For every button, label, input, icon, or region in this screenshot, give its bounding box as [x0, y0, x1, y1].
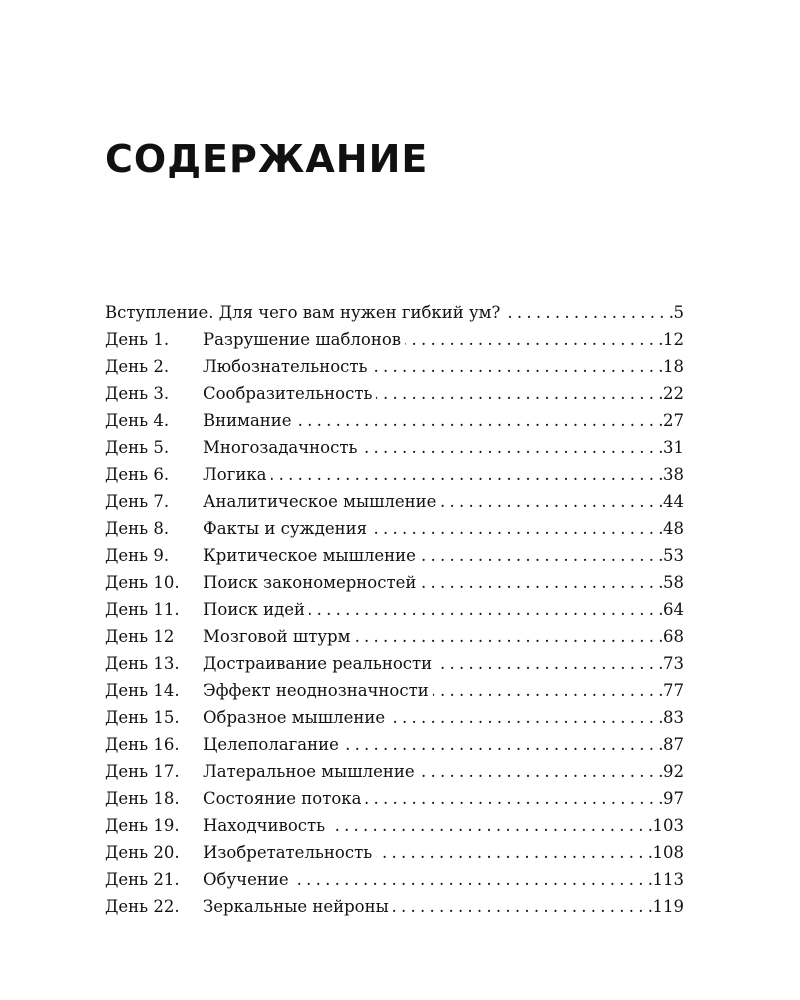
- toc-entry[interactable]: [105, 785, 684, 812]
- dot-leader: [389, 704, 663, 731]
- toc-entry-title: Эффект неоднозначности: [203, 681, 429, 700]
- toc-entry-title: Образное мышление: [203, 708, 386, 727]
- toc-entry-title: Любознательность: [203, 357, 368, 376]
- toc-page-number: 103: [652, 816, 684, 835]
- dot-leader: [296, 407, 663, 434]
- toc-page-number: 83: [663, 708, 684, 727]
- toc-entry-title: Достраивание реальности: [203, 654, 433, 673]
- table-of-contents: [105, 299, 684, 920]
- toc-entry[interactable]: [105, 623, 684, 650]
- toc-page-number: 87: [663, 735, 684, 754]
- toc-entry[interactable]: [105, 461, 684, 488]
- toc-page-number: 44: [663, 492, 684, 511]
- dot-leader: [271, 461, 664, 488]
- toc-day-label: День 10.: [105, 573, 180, 592]
- dot-leader: [433, 677, 663, 704]
- toc-day-label: День 7.: [105, 492, 170, 511]
- toc-day-label: День 11.: [105, 600, 180, 619]
- toc-entry-title: Латеральное мышление: [203, 762, 415, 781]
- toc-entry[interactable]: [105, 866, 684, 893]
- toc-entry-title: Факты и суждения: [203, 519, 368, 538]
- toc-page-number: 48: [663, 519, 684, 538]
- dot-leader: [420, 542, 663, 569]
- toc-day-label: День 12: [105, 627, 175, 646]
- toc-entry-title: Внимание: [203, 411, 292, 430]
- toc-day-label: День 22.: [105, 897, 180, 916]
- toc-entry[interactable]: [105, 839, 684, 866]
- dot-leader: [376, 839, 652, 866]
- toc-entry-title: Многозадачность: [203, 438, 358, 457]
- toc-day-label: День 21.: [105, 870, 180, 889]
- toc-entry[interactable]: [105, 434, 684, 461]
- toc-page-number: 68: [663, 627, 684, 646]
- toc-entry-intro[interactable]: [105, 299, 684, 326]
- toc-entry-title: Разрушение шаблонов: [203, 330, 402, 349]
- toc-page-number: 92: [663, 762, 684, 781]
- toc-day-label: День 17.: [105, 762, 180, 781]
- toc-entry[interactable]: [105, 758, 684, 785]
- toc-page-number: 22: [663, 384, 684, 403]
- toc-page-number: 73: [663, 654, 684, 673]
- toc-day-label: День 15.: [105, 708, 180, 727]
- toc-entry-title: Логика: [203, 465, 267, 484]
- dot-leader: [504, 299, 673, 326]
- dot-leader: [354, 623, 663, 650]
- toc-day-label: День 5.: [105, 438, 170, 457]
- dot-leader: [365, 785, 663, 812]
- dot-leader: [293, 866, 653, 893]
- toc-entry-title: Находчивость: [203, 816, 326, 835]
- toc-day-label: День 13.: [105, 654, 180, 673]
- toc-page-number: 97: [663, 789, 684, 808]
- toc-entry[interactable]: [105, 812, 684, 839]
- dot-leader: [393, 893, 653, 920]
- toc-entry-title: Состояние потока: [203, 789, 362, 808]
- toc-entry[interactable]: [105, 569, 684, 596]
- toc-entry-list: [105, 326, 684, 920]
- dot-leader: [309, 596, 663, 623]
- toc-day-label: День 3.: [105, 384, 170, 403]
- toc-page-number: 31: [663, 438, 684, 457]
- toc-entry-title: Зеркальные нейроны: [203, 897, 389, 916]
- toc-page-number: 64: [663, 600, 684, 619]
- toc-entry-title: Поиск закономерностей: [203, 573, 417, 592]
- dot-leader: [420, 569, 663, 596]
- toc-day-label: День 6.: [105, 465, 170, 484]
- toc-entry-title: Вступление. Для чего вам нужен гибкий ум?: [105, 303, 501, 322]
- toc-day-label: День 2.: [105, 357, 170, 376]
- toc-entry-title: Обучение: [203, 870, 289, 889]
- dot-leader: [436, 650, 663, 677]
- toc-entry-title: Целеполагание: [203, 735, 339, 754]
- dot-leader: [371, 515, 663, 542]
- toc-entry[interactable]: [105, 677, 684, 704]
- toc-day-label: День 14.: [105, 681, 180, 700]
- toc-entry-title: Сообразительность: [203, 384, 373, 403]
- toc-entry[interactable]: [105, 326, 684, 353]
- toc-entry[interactable]: [105, 704, 684, 731]
- toc-page-number: 108: [652, 843, 684, 862]
- toc-day-label: День 16.: [105, 735, 180, 754]
- toc-page-number: 18: [663, 357, 684, 376]
- toc-entry[interactable]: [105, 542, 684, 569]
- toc-page-number: 12: [663, 330, 684, 349]
- toc-day-label: День 19.: [105, 816, 180, 835]
- toc-page-number: 38: [663, 465, 684, 484]
- dot-leader: [329, 812, 652, 839]
- toc-day-label: День 9.: [105, 546, 170, 565]
- toc-entry-title: Критическое мышление: [203, 546, 416, 565]
- toc-entry[interactable]: [105, 650, 684, 677]
- toc-page-number: 27: [663, 411, 684, 430]
- toc-entry[interactable]: [105, 596, 684, 623]
- dot-leader: [361, 434, 663, 461]
- toc-page-number: 58: [663, 573, 684, 592]
- toc-day-label: День 4.: [105, 411, 170, 430]
- toc-entry[interactable]: [105, 731, 684, 758]
- toc-entry[interactable]: [105, 893, 684, 920]
- page-title: СОДЕРЖАНИЕ: [105, 137, 429, 181]
- toc-day-label: День 20.: [105, 843, 180, 862]
- toc-entry[interactable]: [105, 515, 684, 542]
- toc-entry[interactable]: [105, 353, 684, 380]
- dot-leader: [419, 758, 663, 785]
- toc-entry-title: Мозговой штурм: [203, 627, 351, 646]
- toc-page-number: 119: [652, 897, 684, 916]
- toc-entry-title: Изобретательность: [203, 843, 373, 862]
- dot-leader: [376, 380, 663, 407]
- toc-page-number: 53: [663, 546, 684, 565]
- toc-page-number: 77: [663, 681, 684, 700]
- dot-leader: [405, 326, 663, 353]
- toc-entry-title: Аналитическое мышление: [203, 492, 437, 511]
- dot-leader: [440, 488, 663, 515]
- toc-entry[interactable]: [105, 407, 684, 434]
- toc-page-number: 113: [652, 870, 684, 889]
- dot-leader: [371, 353, 663, 380]
- toc-day-label: День 8.: [105, 519, 170, 538]
- toc-day-label: День 18.: [105, 789, 180, 808]
- toc-day-label: День 1.: [105, 330, 170, 349]
- toc-entry[interactable]: [105, 380, 684, 407]
- dot-leader: [343, 731, 663, 758]
- toc-page-number: 5: [673, 303, 684, 322]
- toc-entry[interactable]: [105, 488, 684, 515]
- toc-entry-title: Поиск идей: [203, 600, 306, 619]
